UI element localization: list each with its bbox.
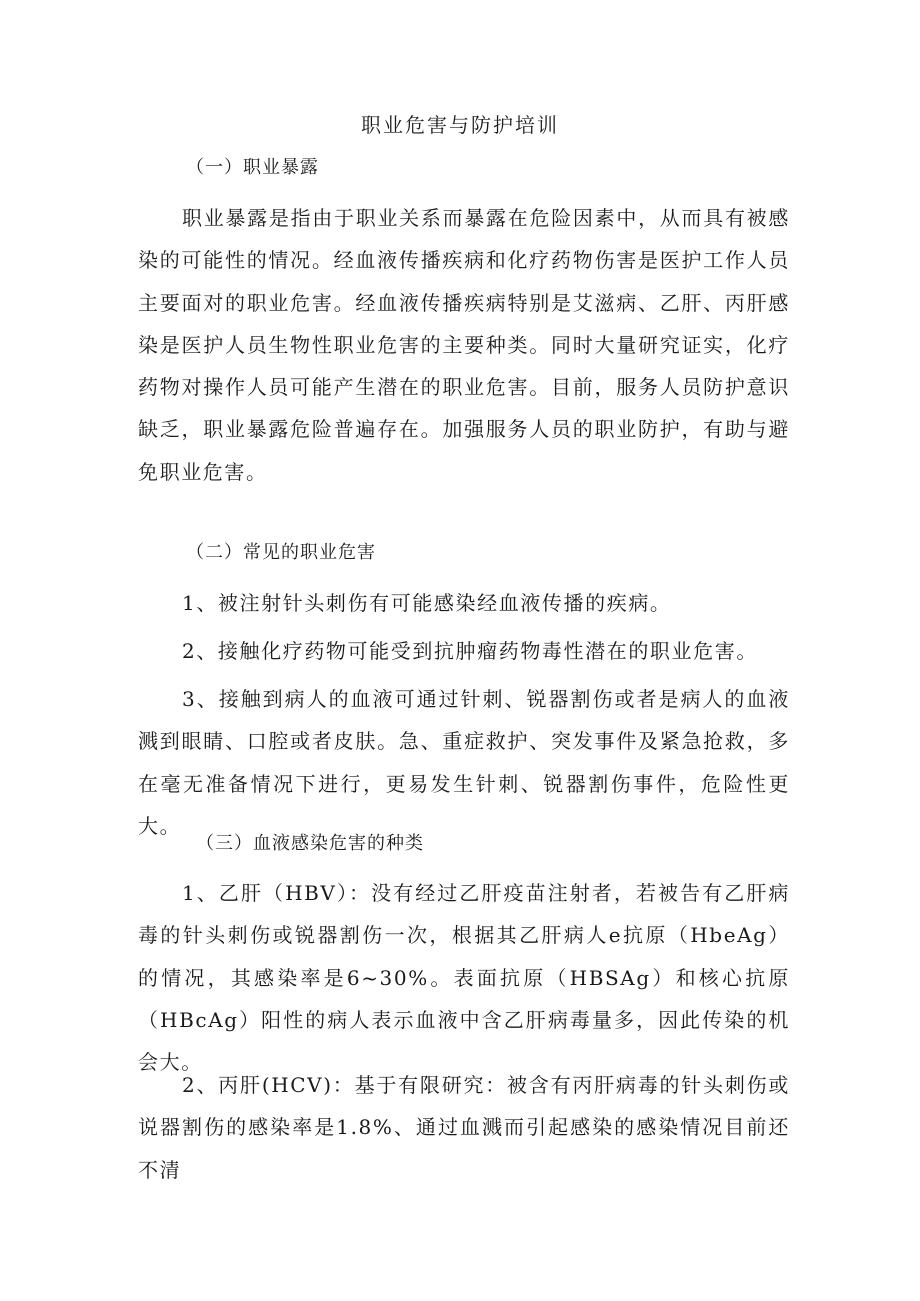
section-heading-blood-infection-types: （三）血液感染危害的种类 — [196, 833, 424, 854]
list-item-hazard-3: 3、接触到病人的血液可通过针刺、锐器割伤或者是病人的血液溅到眼睛、口腔或者皮肤。急、重症救护、突发事件及紧急抢救，多在毫无准备情况下进行，更易发生针刺、锐器割伤事件，危险性更大。 — [138, 687, 790, 838]
list-item-hcv: 2、丙肝(HCV)：基于有限研究：被含有丙肝病毒的针头刺伤或说器割伤的感染率是1.8%、通过血溅而引起感染的感染情况目前还不清 — [138, 1073, 790, 1182]
list-item-hazard-2: 2、接触化疗药物可能受到抗肿瘤药物毒性潜在的职业危害。 — [182, 639, 758, 663]
list-item-hbv: 1、乙肝（HBV）：没有经过乙肝疫苗注射者，若被告有乙肝病毒的针头刺伤或锐器割伤一次，根据其乙肝病人e抗原（HbeAg）的情况，其感染率是6~30%。表面抗原（HBSAg）和核心抗原（HBcAg）阳性的病人表示血液中含乙肝病毒量多，因此传染的机会大。 — [138, 881, 790, 1075]
list-item-hazard-1: 1、被注射针头刺伤有可能感染经血液传播的疾病。 — [182, 591, 672, 615]
section-heading-occupational-exposure: （一）职业暴露 — [186, 157, 319, 178]
section-heading-common-hazards: （二）常见的职业危害 — [186, 542, 376, 563]
paragraph-occupational-exposure: 职业暴露是指由于职业关系而暴露在危险因素中，从而具有被感染的可能性的情况。经血液传播疾病和化疗药物伤害是医护工作人员主要面对的职业危害。经血液传播疾病特别是艾滋病、乙肝、丙肝感染是医护人员生物性职业危害的主要种类。同时大量研究证实，化疗药物对操作人员可能产生潜在的职业危害。目前，服务人员防护意识缺乏，职业暴露危险普遍存在。加强服务人员的职业防护，有助与避免职业危害。 — [138, 206, 790, 484]
document-title: 职业危害与防护培训 — [361, 113, 559, 137]
